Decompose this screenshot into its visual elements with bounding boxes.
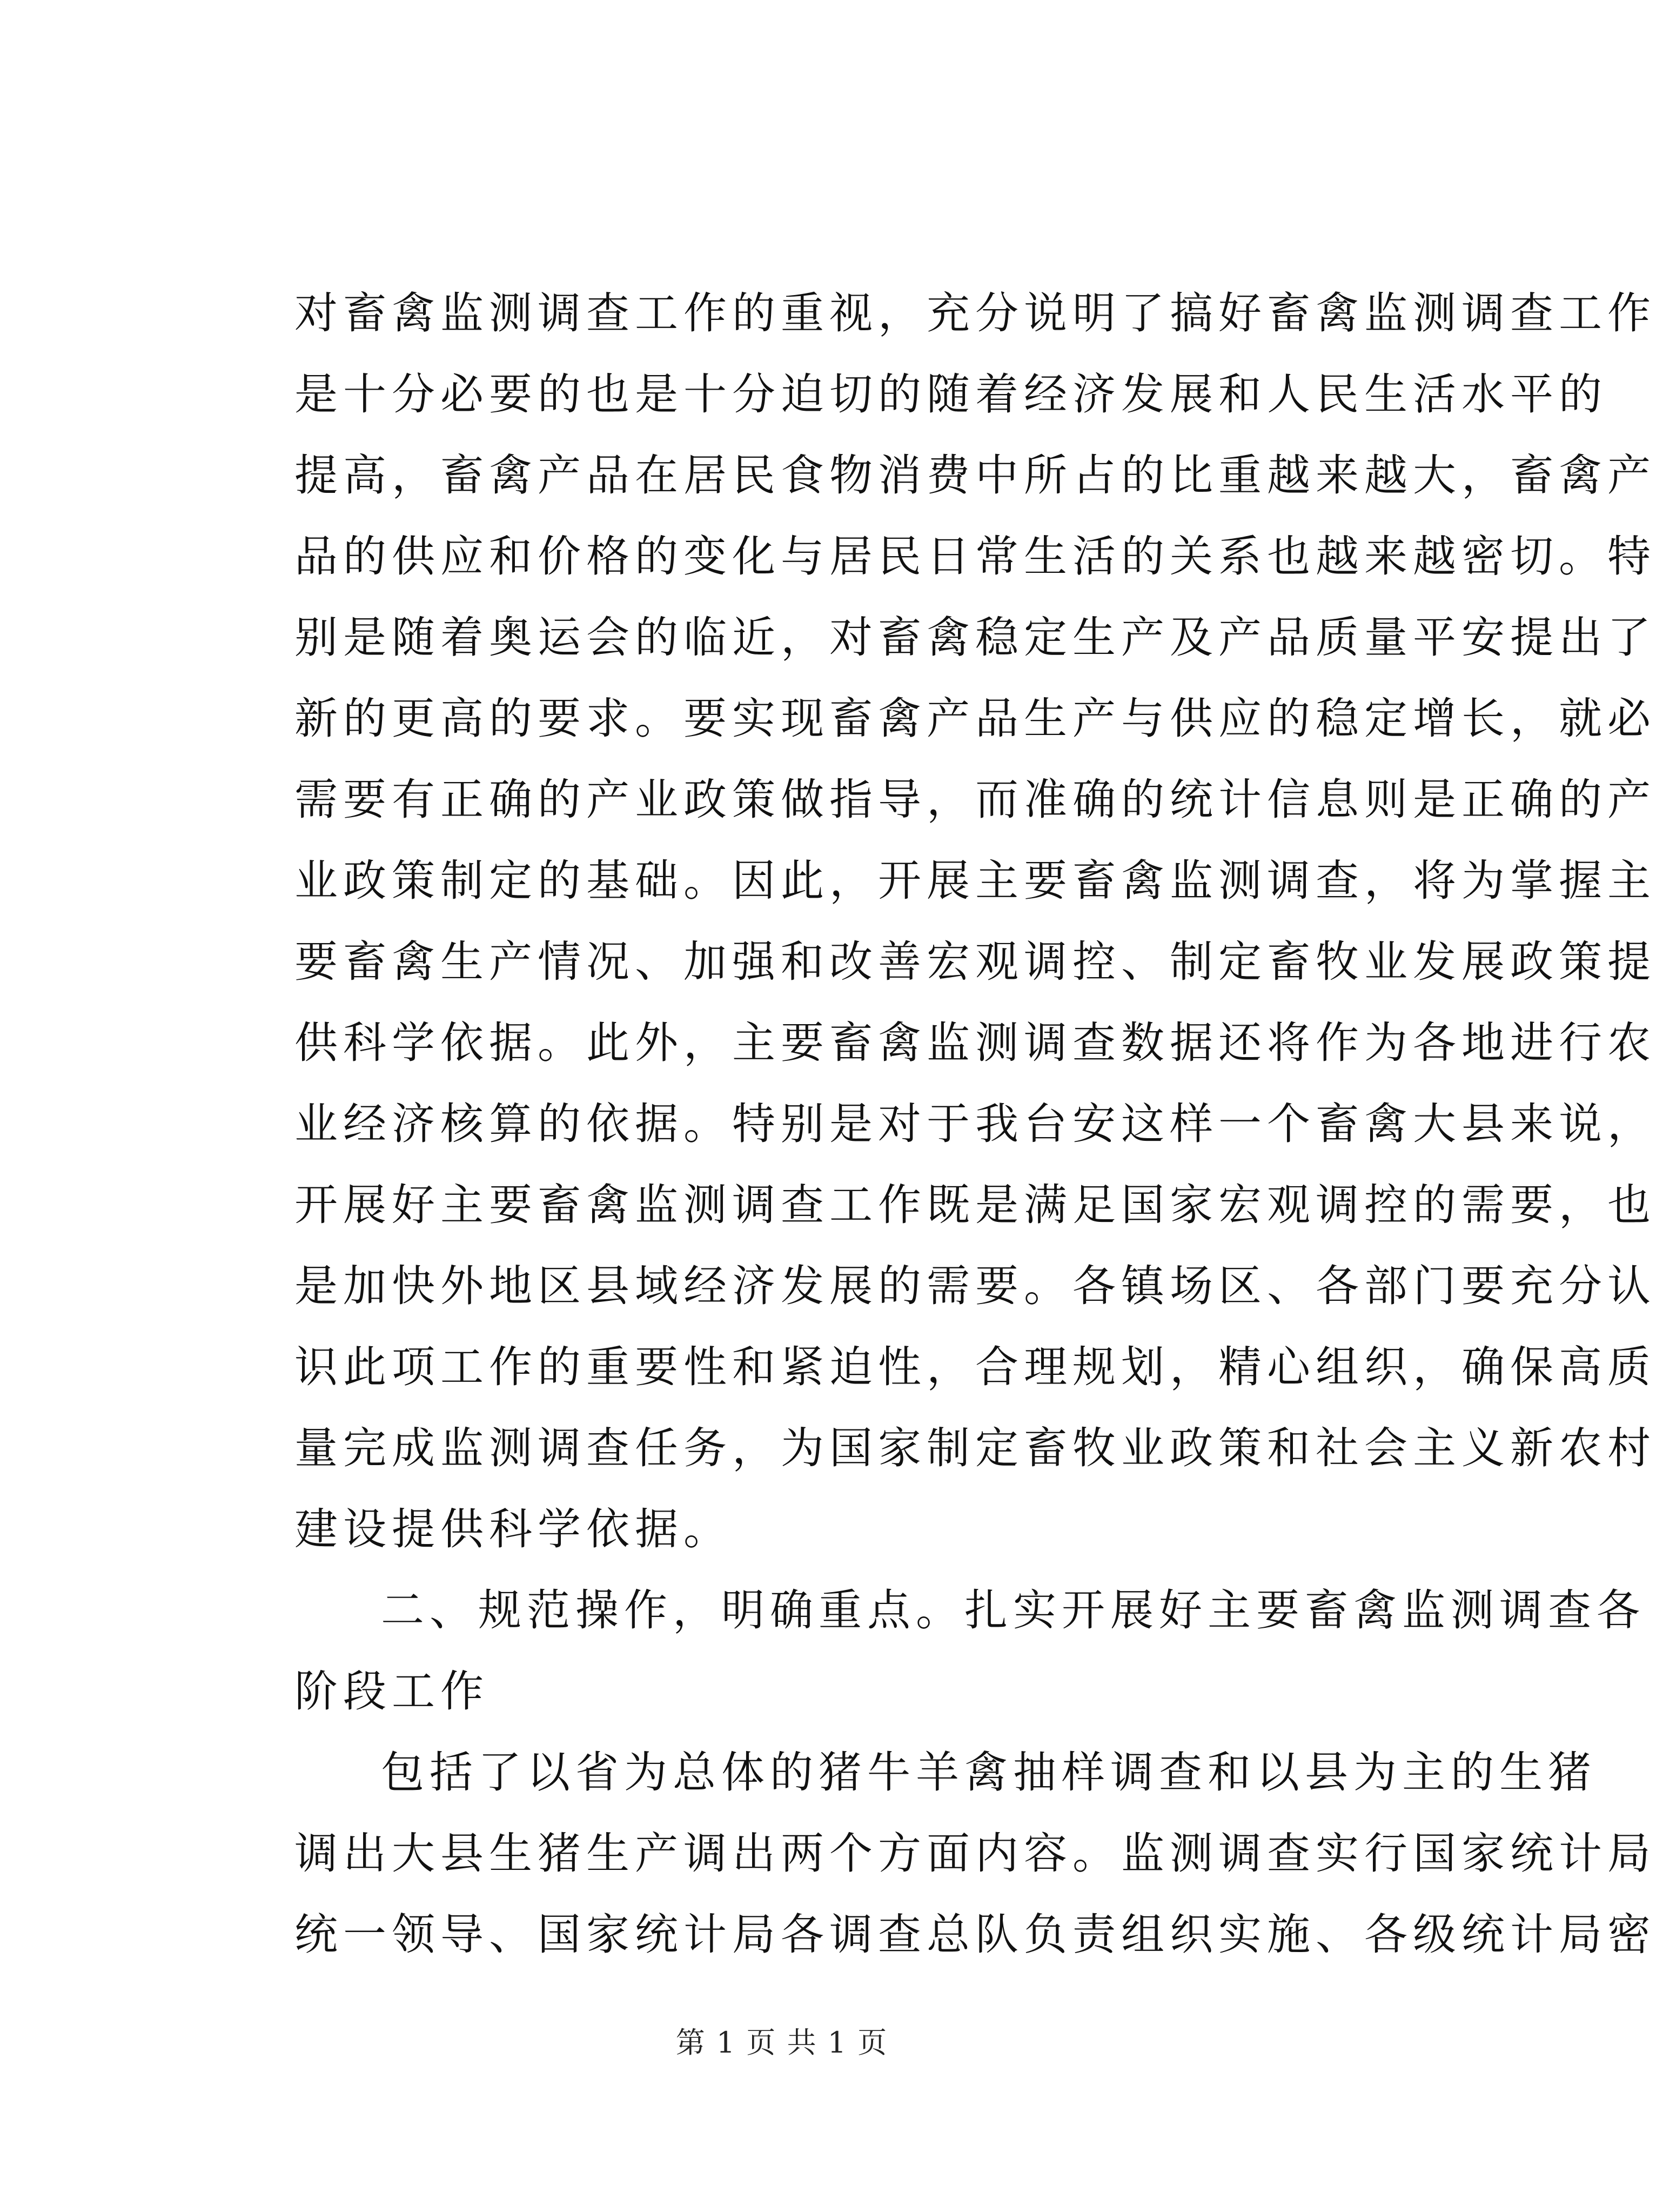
text-line: 量完成监测调查任务，为国家制定畜牧业政策和社会主义新农村: [294, 1423, 1656, 1473]
text-line: 对畜禽监测调查工作的重视，充分说明了搞好畜禽监测调查工作: [294, 288, 1656, 338]
paragraph-start-line: 包括了以省为总体的猪牛羊禽抽样调查和以县为主的生猪: [381, 1747, 1597, 1797]
page-footer: 第 1 页 共 1 页: [675, 2026, 888, 2060]
text-line: 业经济核算的依据。特别是对于我台安这样一个畜禽大县来说，: [294, 1099, 1656, 1149]
text-line: 是加快外地区县域经济发展的需要。各镇场区、各部门要充分认: [294, 1261, 1656, 1311]
document-body: [294, 273, 1656, 1975]
text-line: 业政策制定的基础。因此，开展主要畜禽监测调查，将为掌握主: [294, 856, 1656, 906]
text-line: 识此项工作的重要性和紧迫性，合理规划，精心组织，确保高质: [294, 1342, 1656, 1392]
text-line: 需要有正确的产业政策做指导，而准确的统计信息则是正确的产: [294, 774, 1656, 825]
text-line: 新的更高的要求。要实现畜禽产品生产与供应的稳定增长，就必: [294, 693, 1656, 744]
text-line: 品的供应和价格的变化与居民日常生活的关系也越来越密切。特: [294, 531, 1656, 582]
text-line: 要畜禽生产情况、加强和改善宏观调控、制定畜牧业发展政策提: [294, 937, 1656, 987]
section-heading-line: 二、规范操作，明确重点。扎实开展好主要畜禽监测调查各: [381, 1585, 1645, 1635]
text-line: 开展好主要畜禽监测调查工作既是满足国家宏观调控的需要，也: [294, 1180, 1656, 1230]
section-heading-line: 阶段工作: [294, 1666, 489, 1716]
text-line: 是十分必要的也是十分迫切的随着经济发展和人民生活水平的: [294, 369, 1607, 419]
text-line: 提高，畜禽产品在居民食物消费中所占的比重越来越大，畜禽产: [294, 450, 1656, 500]
text-line: 供科学依据。此外，主要畜禽监测调查数据还将作为各地进行农: [294, 1018, 1656, 1068]
text-line: 建设提供科学依据。: [294, 1504, 732, 1554]
text-line: 调出大县生猪生产调出两个方面内容。监测调查实行国家统计局: [294, 1828, 1656, 1879]
text-line: 别是随着奥运会的临近，对畜禽稳定生产及产品质量平安提出了: [294, 612, 1656, 663]
text-line: 统一领导、国家统计局各调查总队负责组织实施、各级统计局密: [294, 1909, 1656, 1960]
